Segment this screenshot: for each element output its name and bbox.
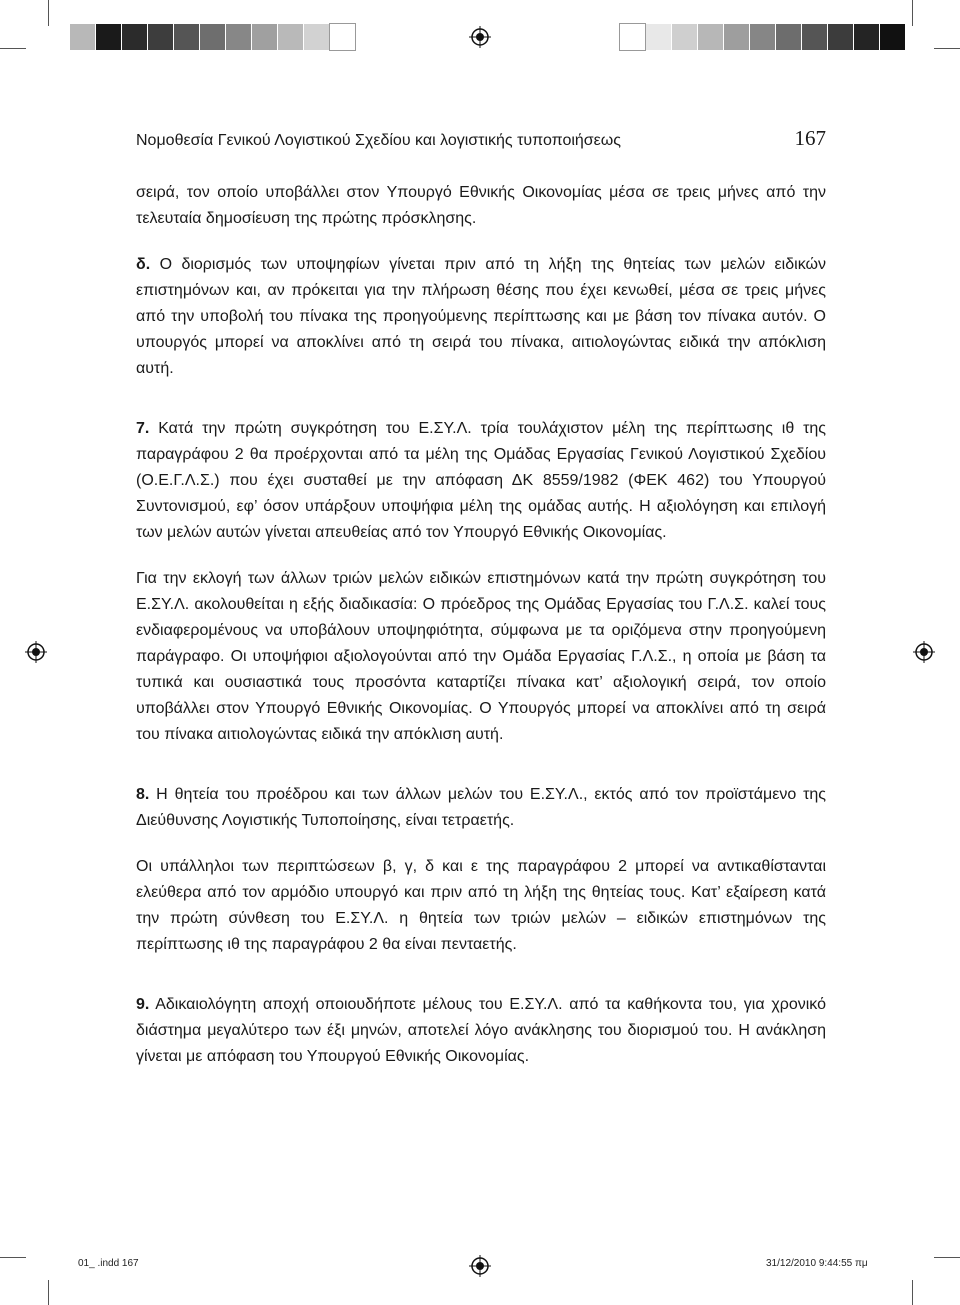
print-bar-swatch — [148, 24, 173, 50]
paragraph-text: Ο διορισμός των υποψηφίων γίνεται πριν από τη λήξη της θητείας των μελών ειδικών επιστημόνων και, αν πρόκειται για την πλήρωση θέσης που έχει κενωθεί, μέσα σε τρεις μήνες από την υποβολή του πίνακα της προηγούμενης περίπτωσης και με βάση τον πίνακα αυτόν. Ο υπουργός μπορεί να αποκλίνει από τη σειρά του πίνακα, αιτιολογώντας ειδικά την απόκλιση αυτή. — [136, 256, 826, 377]
crop-mark — [912, 0, 913, 26]
print-bar-swatch — [672, 24, 697, 50]
print-bar-swatch — [226, 24, 251, 50]
crop-mark — [48, 0, 49, 26]
paragraph — [136, 180, 826, 232]
registration-mark-icon — [913, 641, 935, 663]
print-bar-swatch — [200, 24, 225, 50]
slug-datetime: 31/12/2010 9:44:55 πμ — [766, 1258, 868, 1269]
item-label: 9. — [136, 996, 150, 1013]
paragraph-text: Κατά την πρώτη συγκρότηση του Ε.ΣΥ.Λ. τρία τουλάχιστον μέλη της περίπτωσης ιθ της παραγράφου 2 θα προέρχονται από τα μέλη της Ομάδας Εργασίας Γενικού Λογιστικού Σχεδίου (Ο.Ε.Γ.Λ.Σ.) που έχει συσταθεί με την απόφαση ΔΚ 8559/1982 (ΦΕΚ 462) του Υπουργού Συντονισμού, εφ’ όσον υπάρξουν υποψήφια μέλη της ομάδας αυτής. Η αξιολόγηση και επιλογή των μελών αυτών γίνεται απευθείας από τον Υπουργό Εθνικής Οικονομίας. — [136, 420, 826, 541]
paragraph-text: Αδικαιολόγητη αποχή οποιουδήποτε μέλους του Ε.ΣΥ.Λ. από τα καθήκοντα του, για χρονικό διάστημα μεγαλύτερο των έξι μηνών, αποτελεί λόγο ανάκλησης του διορισμού του. Η ανάκληση γίνεται με απόφαση του Υπουργού Εθνικής Οικονομίας. — [136, 996, 826, 1065]
item-label: 8. — [136, 786, 150, 803]
print-bar-swatch — [828, 24, 853, 50]
registration-mark-icon — [469, 26, 491, 48]
print-bar-swatch — [304, 24, 329, 50]
running-title: Νομοθεσία Γενικού Λογιστικού Σχεδίου και λογιστικής τυποποιήσεως — [136, 132, 622, 149]
paragraph — [136, 854, 826, 958]
paragraph-text: Η θητεία του προέδρου και των άλλων μελών του Ε.ΣΥ.Λ., εκτός από τον προϊστάμενο της Διεύθυνσης Λογιστικής Τυποποίησης, είναι τετραετής. — [136, 786, 826, 829]
print-grey-scale-bar-right — [620, 24, 906, 50]
crop-mark — [934, 48, 960, 49]
paragraph-text: σειρά, τον οποίο υποβάλλει στον Υπουργό Εθνικής Οικονομίας μέσα σε τρεις μήνες από την τελευταία δημοσίευση της πρώτης πρόσκλησης. — [136, 184, 826, 227]
paragraph — [136, 566, 826, 748]
item-label: δ. — [136, 256, 151, 273]
crop-mark — [48, 1280, 49, 1305]
paragraph — [136, 782, 826, 834]
print-bar-swatch — [880, 24, 905, 50]
print-bar-swatch — [854, 24, 879, 50]
paragraph — [136, 252, 826, 382]
crop-mark — [0, 48, 26, 49]
print-bar-swatch — [70, 24, 95, 50]
print-bar-swatch — [122, 24, 147, 50]
print-bar-swatch — [96, 24, 121, 50]
page-number: 167 — [794, 126, 826, 150]
paragraph-text: Για την εκλογή των άλλων τριών μελών ειδικών επιστημόνων κατά την πρώτη συγκρότηση του Ε.ΣΥ.Λ. ακολουθείται η εξής διαδικασία: Ο πρόεδρος της Ομάδας Εργασίας του Γ.Λ.Σ. καλεί τους ενδιαφερομένους να υποβάλουν υποψηφιότητα, σύμφωνα με τα οριζόμενα στην προηγούμενη παράγραφο. Οι υποψήφιοι αξιολογούνται από την Ομάδα Εργασίας Γ.Λ.Σ., η οποία με βάση τα τυπικά και ουσιαστικά τους προσόντα καταρτίζει πίνακα κατ’ αξιολογική σειρά, τον οποίο υποβάλλει στον Υπουργό Εθνικής Οικονομίας. Ο Υπουργός μπορεί να αποκλίνει από τη σειρά του πίνακα αιτιολογώντας ειδικά την απόκλιση αυτή. — [136, 570, 826, 743]
paragraph — [136, 416, 826, 546]
print-bar-swatch — [802, 24, 827, 50]
print-bar-swatch — [330, 24, 355, 50]
print-grey-scale-bar-left — [70, 24, 356, 50]
slug-file: 01_ .indd 167 — [78, 1258, 139, 1269]
print-bar-swatch — [750, 24, 775, 50]
item-label: 7. — [136, 420, 150, 437]
crop-mark — [934, 1257, 960, 1258]
print-bar-swatch — [278, 24, 303, 50]
registration-mark-icon — [469, 1255, 491, 1277]
paragraph-text: Οι υπάλληλοι των περιπτώσεων β, γ, δ και ε της παραγράφου 2 μπορεί να αντικαθίστανται ελεύθερα από τον αρμόδιο υπουργό και πριν από τη λήξη της θητείας τους. Κατ’ εξαίρεση κατά την πρώτη σύνθεση του Ε.ΣΥ.Λ. η θητεία των τριών μελών – ειδικών επιστημόνων της περίπτωσης ιθ της παραγράφου 2 θα είναι πενταετής. — [136, 858, 826, 953]
paragraph — [136, 992, 826, 1070]
print-bar-swatch — [724, 24, 749, 50]
crop-mark — [0, 1257, 26, 1258]
print-bar-swatch — [174, 24, 199, 50]
page-body — [136, 180, 826, 1070]
crop-mark — [912, 1280, 913, 1305]
registration-mark-icon — [25, 641, 47, 663]
print-bar-swatch — [698, 24, 723, 50]
print-bar-swatch — [252, 24, 277, 50]
print-bar-swatch — [646, 24, 671, 50]
running-header — [136, 126, 826, 151]
print-bar-swatch — [620, 24, 645, 50]
print-bar-swatch — [776, 24, 801, 50]
